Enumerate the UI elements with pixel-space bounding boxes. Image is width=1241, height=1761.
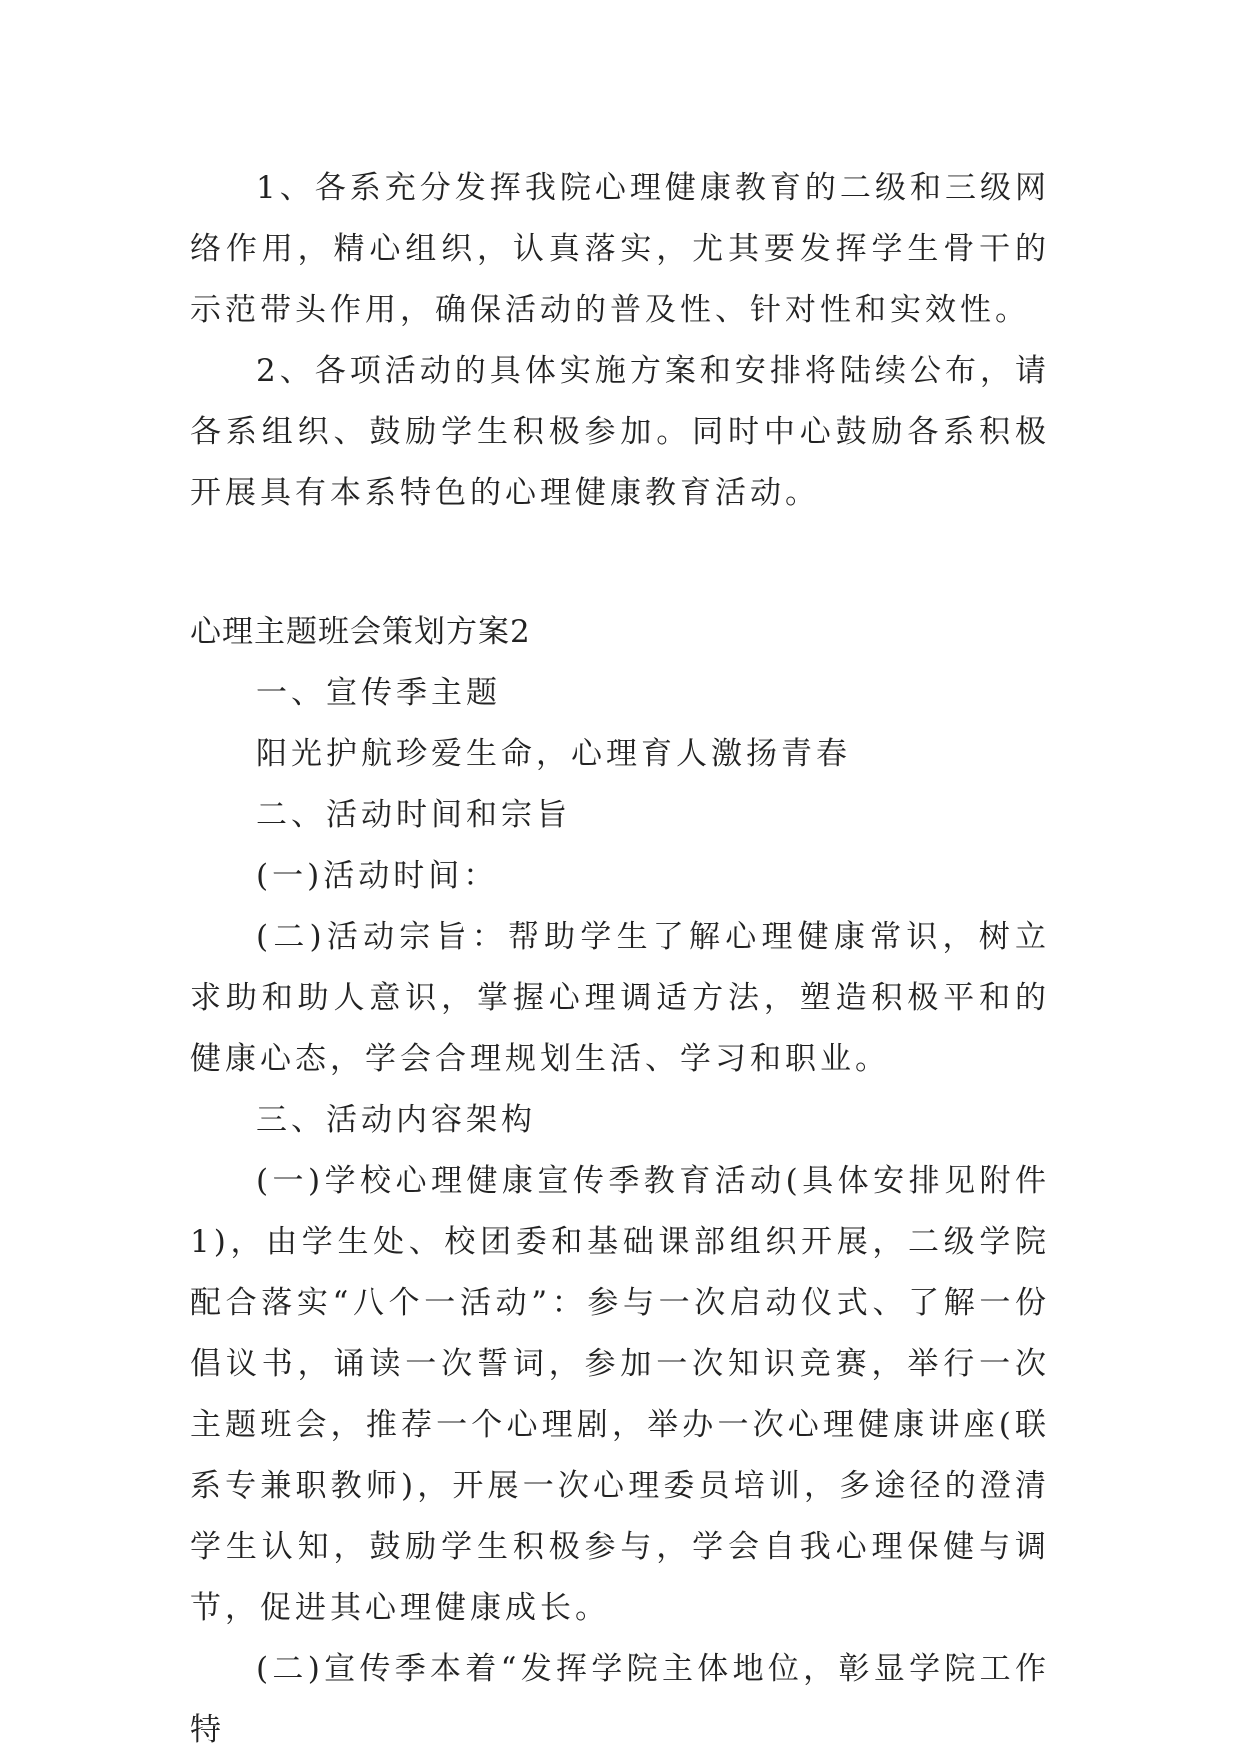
- section-title: 心理主题班会策划方案2: [190, 614, 531, 650]
- activity-purpose: (二)活动宗旨：帮助学生了解心理健康常识，树立求助和助人意识，掌握心理调适方法，塑造积极平和的健康心态，学会合理规划生活、学习和职业。: [190, 919, 1050, 1077]
- paragraph-2: 2、各项活动的具体实施方案和安排将陆续公布，请各系组织、鼓励学生积极参加。同时中心鼓励各系积极开展具有本系特色的心理健康教育活动。: [190, 353, 1050, 511]
- heading-content-structure: 三、活动内容架构: [256, 1102, 536, 1138]
- activity-time: (一)活动时间：: [256, 858, 499, 894]
- heading-time-purpose: 二、活动时间和宗旨: [256, 797, 571, 833]
- theme-slogan: 阳光护航珍爱生命，心理育人激扬青春: [256, 736, 851, 772]
- content-item-1: (一)学校心理健康宣传季教育活动(具体安排见附件1)，由学生处、校团委和基础课部组织开展，二级学院配合落实“八个一活动”：参与一次启动仪式、了解一份倡议书，诵读一次誓词，参加一次知识竞赛，举行一次主题班会，推荐一个心理剧，举办一次心理健康讲座(联系专兼职教师)，开展一次心理委员培训，多途径的澄清学生认知，鼓励学生积极参与，学会自我心理保健与调节，促进其心理健康成长。: [190, 1163, 1050, 1626]
- content-item-2: (二)宣传季本着“发挥学院主体地位，彰显学院工作特: [190, 1651, 1050, 1748]
- heading-theme: 一、宣传季主题: [256, 675, 501, 711]
- paragraph-1: 1、各系充分发挥我院心理健康教育的二级和三级网络作用，精心组织，认真落实，尤其要发挥学生骨干的示范带头作用，确保活动的普及性、针对性和实效性。: [190, 170, 1050, 328]
- document-content: [190, 158, 1050, 1761]
